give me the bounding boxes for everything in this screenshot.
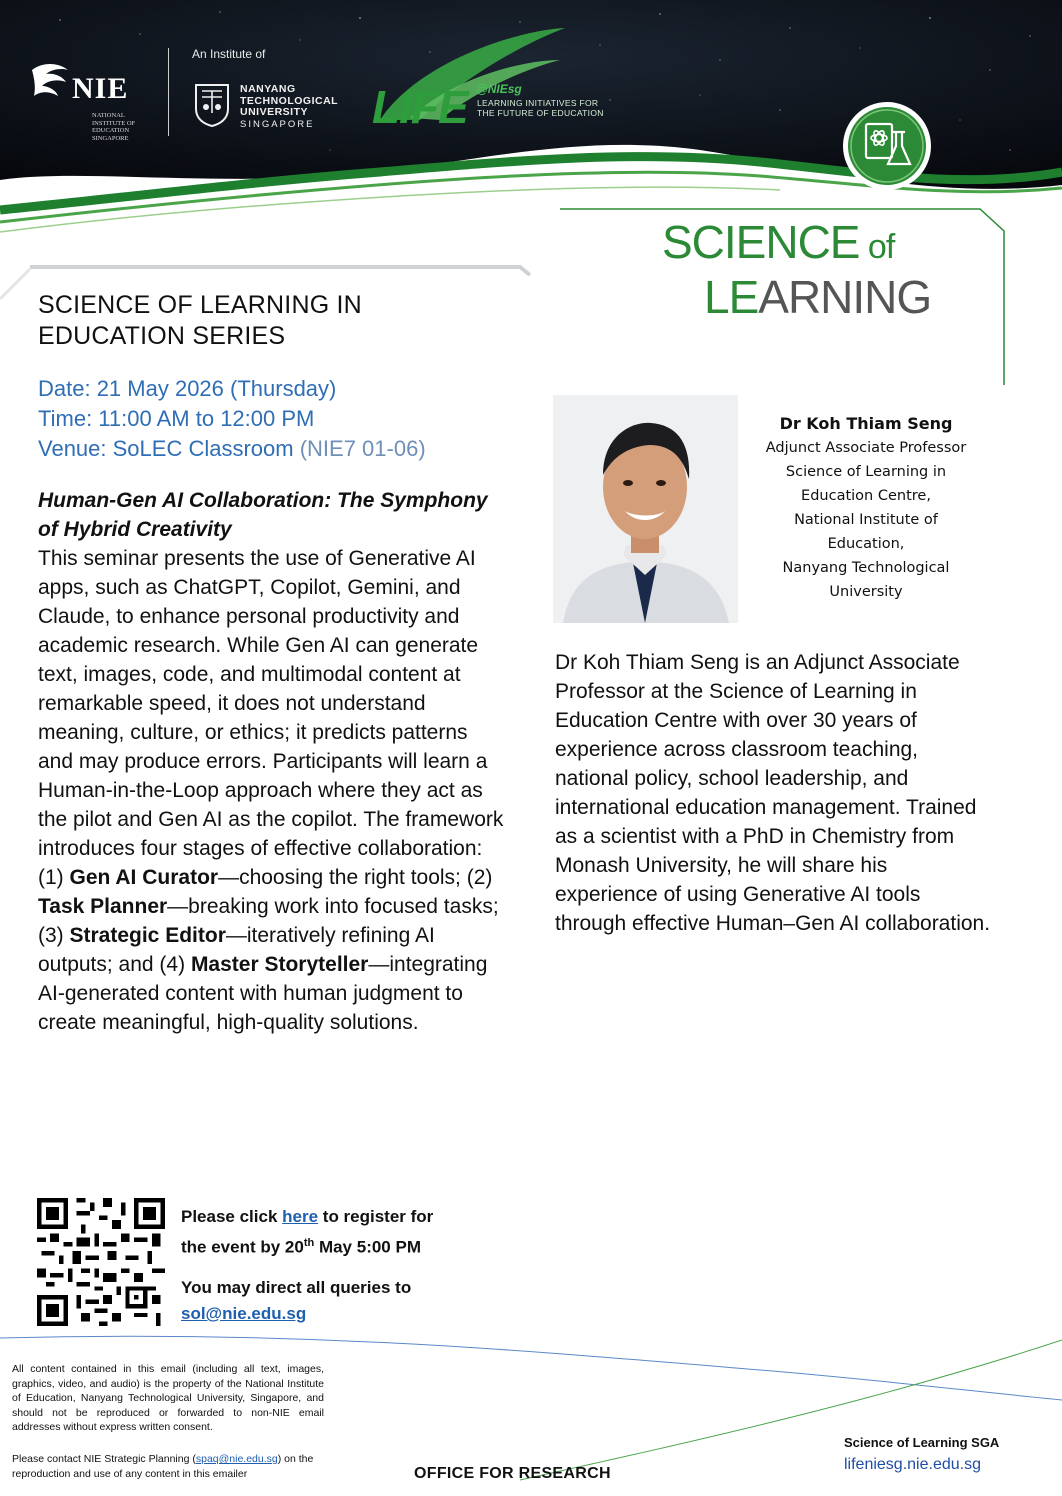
speaker-name: Dr Koh Thiam Seng [779, 414, 953, 433]
ntu-crest-icon [194, 83, 230, 127]
life-nie-text: @NIEsg [476, 82, 522, 96]
event-details [38, 374, 426, 464]
series-heading [38, 290, 362, 352]
ntu-line-3: UNIVERSITY [240, 106, 309, 118]
speaker-title-3: Education Centre, [801, 488, 931, 504]
abstract-text-2: —choosing the right tools; (2) [218, 866, 493, 889]
sol-sga-label: Science of Learning SGA [844, 1435, 1000, 1450]
register-deadline-a: the event by 20 [181, 1237, 304, 1257]
speaker-title-6: Nanyang Technological [782, 560, 950, 576]
abstract-text-4: —iteratively refining AI outputs; and (4) [38, 924, 435, 976]
event-time: Time: 11:00 AM to 12:00 PM [38, 406, 315, 431]
life-logo-text: LIFE [372, 81, 468, 133]
speaker-title-2: Science of Learning in [785, 464, 947, 480]
sol-title-science: SCIENCE [662, 216, 860, 268]
speaker-title-4: National Institute of [794, 512, 938, 528]
speaker-portrait-image [553, 395, 738, 623]
series-line-1: SCIENCE OF LEARNING IN [38, 291, 362, 319]
event-venue-room: (NIE7 01-06) [299, 436, 426, 461]
contact-pre: Please contact NIE Strategic Planning ( [12, 1453, 196, 1465]
register-pre: Please click [181, 1207, 283, 1226]
register-post: to register for [318, 1207, 434, 1226]
nie-logo-text: NIE [72, 72, 129, 105]
life-tagline-1: LEARNING INITIATIVES FOR [477, 98, 599, 108]
event-date: Date: 21 May 2026 (Thursday) [38, 376, 337, 401]
speaker-title-7: University [829, 584, 903, 600]
ntu-line-1: NANYANG [240, 83, 296, 95]
register-deadline-sup: th [303, 1237, 315, 1249]
abstract-text-1: This seminar presents the use of Generative AI apps, such as ChatGPT, Copilot, Gemini, and Claude, to enhance personal productivity and academic research. While Gen AI can generate text, images, code, and multimodal content at remarkable speed, it does not understand meaning, culture, or ethics; it predicts patterns and may produce errors. Participants will learn a Human-in-the-Loop approach where they act as the pilot and Gen AI as the copilot. The framework introduces four stages of effective collaboration: (1) [38, 547, 504, 889]
speaker-title-1: Adjunct Associate Professor [765, 440, 967, 456]
stage-1-name: Gen AI Curator [69, 866, 219, 889]
office-for-research: OFFICE FOR RESEARCH [414, 1465, 611, 1482]
register-deadline-b: May 5:00 PM [314, 1237, 421, 1257]
registration-info [181, 1204, 433, 1261]
contact-post: ) on the reproduction and use of any content in this emailer [12, 1453, 314, 1480]
seminar-abstract [38, 486, 508, 1037]
stage-4-name: Master Storyteller [190, 953, 369, 976]
speaker-card [742, 412, 990, 604]
abstract-text-5: —integrating AI-generated content with human judgment to create meaningful, high-quality solutions. [38, 953, 488, 1034]
sol-title-arning: ARNING [758, 271, 932, 323]
sol-title-le: LE [704, 271, 759, 323]
speaker-title-5: Education, [827, 536, 905, 552]
institute-of-label: An Institute of [192, 47, 266, 61]
ntu-logo-text [240, 84, 338, 130]
science-of-learning-title [662, 218, 931, 323]
series-line-2: EDUCATION SERIES [38, 322, 286, 350]
event-venue [38, 434, 426, 464]
speaker-photo [553, 395, 738, 623]
contact-email-link[interactable]: spaq@nie.edu.sg [195, 1453, 278, 1465]
registration-qr-code[interactable] [37, 1198, 165, 1326]
life-tagline-2: THE FUTURE OF EDUCATION [477, 108, 604, 118]
stage-2-name: Task Planner [38, 895, 168, 918]
speaker-bio: Dr Koh Thiam Seng is an Adjunct Associate Professor at the Science of Learning in Education Centre with over 30 years of experience across classroom teaching, national policy, school leadership, and international education management. Trained as a scientist with a PhD in Chemistry from Monash University, he will share his experience of using Generative AI tools through effective Human–Gen AI collaboration. [555, 651, 991, 935]
lion-icon [28, 60, 72, 104]
abstract-text-3: —breaking work into focused tasks; (3) [38, 895, 499, 947]
website-url[interactable]: lifeniesg.nie.edu.sg [844, 1456, 981, 1473]
query-info [181, 1275, 411, 1327]
footer-disclaimer: All content contained in this email (including all text, images, graphics, video, and audio) is the property of the National Institute of Education, Nanyang Technological University, Singapore, and should not be reproduced or forwarded to non-NIE email addresses without express written consent. [12, 1363, 324, 1433]
nie-full-name: NATIONAL INSTITUTE OF EDUCATION SINGAPORE [92, 112, 136, 142]
ntu-line-4: SINGAPORE [240, 118, 315, 130]
footer-contact [12, 1452, 332, 1481]
science-lab-icon [832, 100, 942, 196]
seminar-title: Human-Gen AI Collaboration: The Symphony of Hybrid Creativity [38, 489, 488, 541]
life-tagline [477, 98, 604, 118]
event-venue-main: Venue: SoLEC Classroom [38, 436, 300, 461]
stage-3-name: Strategic Editor [69, 924, 226, 947]
register-link[interactable]: here [282, 1207, 319, 1226]
logo-divider [168, 48, 169, 136]
ntu-line-2: TECHNOLOGICAL [240, 94, 339, 107]
query-text: You may direct all queries to [181, 1278, 412, 1297]
query-email-link[interactable]: sol@nie.edu.sg [181, 1304, 307, 1323]
sol-title-of: of [859, 228, 895, 266]
seminar-description [38, 544, 508, 1037]
